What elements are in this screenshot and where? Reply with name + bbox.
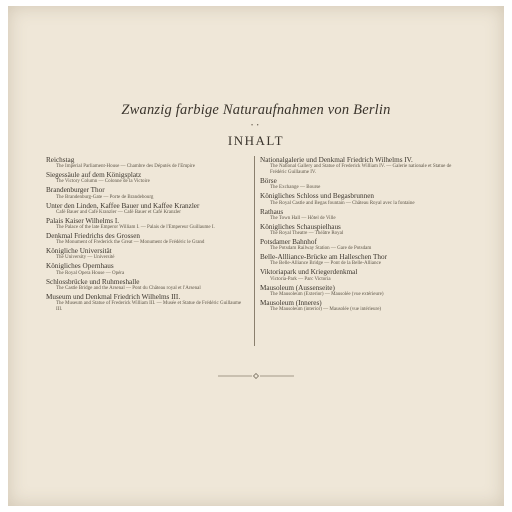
toc-right-column <box>260 156 460 314</box>
toc-entry-title: Potsdamer Bahnhof <box>260 238 317 247</box>
toc-entry-title: Belle-Allliance-Brücke am Halleschen Thor <box>260 253 387 262</box>
toc-entry <box>46 232 246 246</box>
toc-heading: INHALT <box>227 133 285 148</box>
title-ornament: • • <box>251 123 260 129</box>
toc-entry <box>260 208 460 222</box>
toc-entry-title: Denkmal Friedrichs des Grossen <box>46 232 141 241</box>
toc-entry-subtitle: The Castle Bridge and the Arsenal — Pont du Château royal et l'Arsenal <box>56 285 201 291</box>
toc-entry-subtitle: The Victory Column — Colonne de la Victoire <box>56 179 150 185</box>
toc-entry-title: Schlossbrücke und Ruhmeshalle <box>46 277 140 286</box>
toc-entry-subtitle: The Town Hall — Hôtel de Ville <box>270 215 336 221</box>
toc-entry <box>260 284 460 298</box>
toc-entry-title: Palais Kaiser Wilhelms I. <box>46 216 120 225</box>
toc-entry-title: Museum und Denkmal Friedrich Wilhelms III. <box>46 292 181 301</box>
toc-entry-title: Königliches Schauspielhaus <box>260 222 341 231</box>
toc-entry-title: Brandenburger Thor <box>46 186 105 195</box>
toc-entry <box>260 192 460 206</box>
toc-entry <box>260 238 460 252</box>
toc-entry-subtitle: The Mausoleum (Exterior) — Mausolée (vue extérieure) <box>270 291 384 297</box>
toc-entry-subtitle: The Exchange — Bourse <box>270 185 321 191</box>
decorative-divider-ornament <box>218 373 294 379</box>
toc-entry-subtitle: The Belle-Alliance Bridge — Pont de la Belle-Alliance <box>270 261 381 267</box>
toc-entry-subtitle: The Brandenburg-Gate — Porte de Brandebourg <box>56 194 154 200</box>
toc-entry <box>46 202 246 216</box>
toc-entry-title: Reichstag <box>46 156 75 164</box>
page-title: Zwanzig farbige Naturaufnahmen von Berlin <box>121 102 391 118</box>
toc-entry-subtitle: The Monument of Frederick the Great — Monument de Frédéric le Grand <box>56 240 205 246</box>
toc-entry <box>260 156 460 176</box>
toc-entry <box>46 171 246 185</box>
toc-entry-subtitle: The Royal Castle and Begas fountain — Château Royal avec la fontaine <box>270 200 415 206</box>
toc-entry <box>260 177 460 191</box>
toc-entry-title: Siegessäule auf dem Königsplatz <box>46 171 142 180</box>
toc-entry <box>46 217 246 231</box>
toc-entry <box>46 156 246 170</box>
toc-entry-title: Mausoleum (Aussenseite) <box>260 283 335 292</box>
toc-entry <box>46 293 246 313</box>
toc-entry-subtitle: The Mausoleum (interior) — Mausolée (vue intérieure) <box>270 307 382 313</box>
toc-entry-subtitle: The Royal Opera House — Opéra <box>56 270 125 276</box>
toc-entry-title: Nationalgalerie und Denkmal Friedrich Wilhelms IV. <box>260 156 413 164</box>
toc-entry-title: Königliches Schloss und Begasbrunnen <box>260 192 374 201</box>
toc-entry-subtitle: The National Gallery and Statue of Frederick William IV. — Galerie nationale et Statue de Frédéric Guillaume IV. <box>270 164 452 176</box>
toc-entry-title: Börse <box>260 177 277 186</box>
toc-entry-subtitle: The University — Université <box>56 255 115 261</box>
toc-entry <box>46 186 246 200</box>
toc-entry <box>46 262 246 276</box>
toc-entry-subtitle: The Museum and Statue of Frederick William III. — Musée et Statue de Frédéric Guillaume III. <box>56 301 242 313</box>
toc-entry-subtitle: The Imperial Parliament-House — Chambre des Députés de l'Empire <box>56 164 195 170</box>
toc-entry <box>46 247 246 261</box>
toc-entry <box>46 278 246 292</box>
toc-entry <box>260 299 460 313</box>
toc-entry-title: Viktoriapark und Kriegerdenkmal <box>260 268 358 277</box>
toc-entry-subtitle: Café Bauer and Café Kranzler — Café Bauer et Café Kranzler <box>56 209 181 215</box>
column-divider <box>254 156 255 346</box>
toc-entry-subtitle: The Royal Theatre — Théâtre Royal <box>270 231 344 237</box>
toc-entry-title: Mausoleum (Inneres) <box>260 298 322 307</box>
toc-entry-subtitle: The Palace of the late Emperor William I. — Palais de l'Empereur Guillaume I. <box>56 225 215 231</box>
toc-entry-title: Unter den Linden, Kaffee Bauer und Kaffee Kranzler <box>46 201 200 210</box>
toc-entry <box>260 253 460 267</box>
toc-left-column <box>46 156 246 314</box>
toc-entry <box>260 268 460 282</box>
toc-entry-title: Rathaus <box>260 207 284 216</box>
toc-entry-title: Königliche Universität <box>46 247 112 256</box>
toc-entry-subtitle: Victoria-Park — Parc Victoria <box>270 276 331 282</box>
book-page <box>8 6 504 506</box>
toc-entry <box>260 223 460 237</box>
toc-entry-title: Königliches Opernhaus <box>46 262 114 271</box>
toc-entry-subtitle: The Potsdam Railway Station — Gare de Potsdam <box>270 246 372 252</box>
